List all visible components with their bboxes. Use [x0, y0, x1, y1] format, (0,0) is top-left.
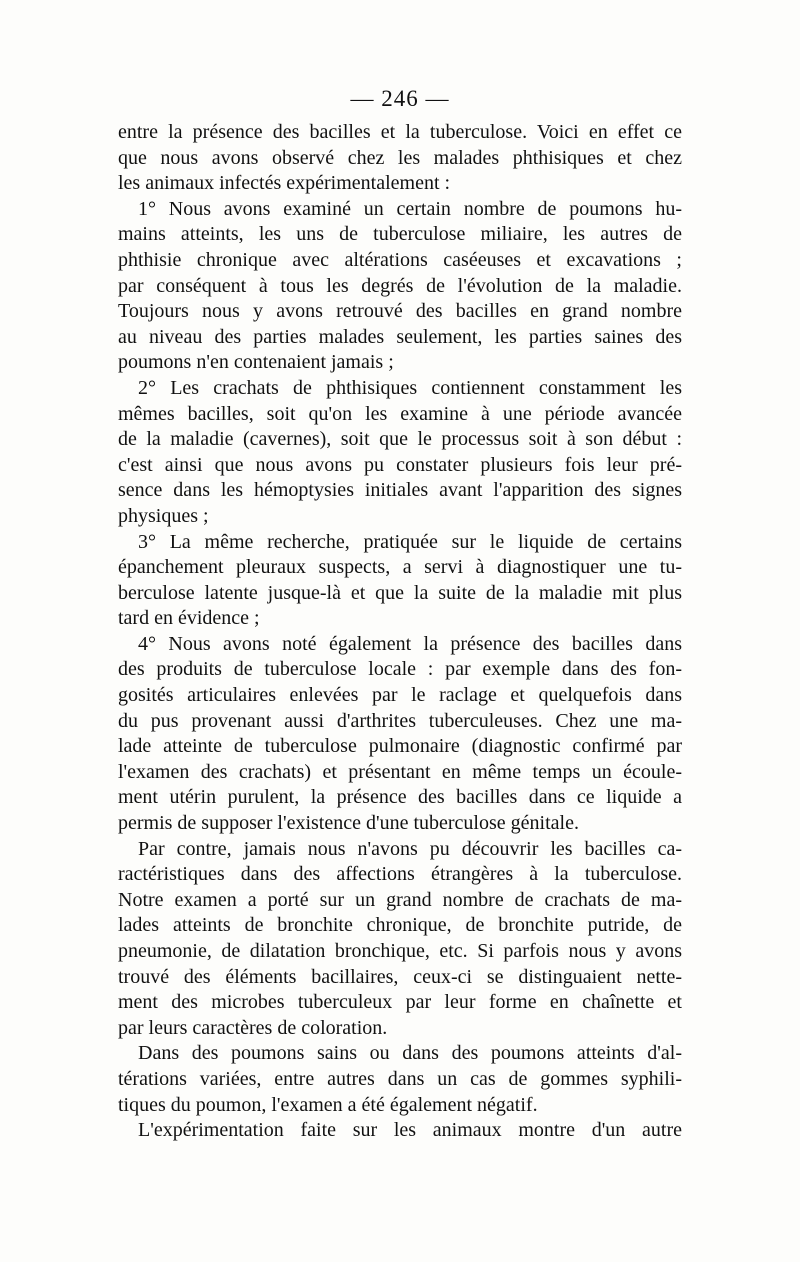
text-line: 4° Nous avons noté également la présence des bacilles dans: [138, 632, 682, 655]
text-line: les animaux infectés expérimentalement :: [118, 172, 451, 195]
text-line: Dans des poumons sains ou dans des poumons atteints d'al-: [138, 1042, 682, 1065]
text-line: L'expérimentation faite sur les animaux montre d'un autre: [138, 1119, 682, 1142]
text-line: Notre examen a porté sur un grand nombre de crachats de ma-: [118, 888, 682, 911]
text-line: mains atteints, les uns de tuberculose miliaire, les autres de: [118, 223, 682, 246]
text-line: l'examen des crachats) et présentant en même temps un écoule-: [118, 760, 682, 783]
body-text: [118, 120, 682, 1144]
text-line: Toujours nous y avons retrouvé des bacilles en grand nombre: [118, 300, 682, 323]
text-line: ment des microbes tuberculeux par leur forme en chaînette et: [118, 991, 682, 1014]
text-line: tiques du poumon, l'examen a été également négatif.: [118, 1093, 538, 1116]
text-line: térations variées, entre autres dans un cas de gommes syphili-: [118, 1067, 682, 1090]
text-line: des produits de tuberculose locale : par exemple dans des fon-: [118, 658, 682, 681]
text-line: c'est ainsi que nous avons pu constater plusieurs fois leur pré-: [118, 453, 682, 476]
text-line: au niveau des parties malades seulement, les parties saines des: [118, 325, 682, 348]
text-line: de la maladie (cavernes), soit que le processus soit à son début :: [118, 428, 682, 451]
text-line: 2° Les crachats de phthisiques contiennent constamment les: [138, 376, 682, 399]
text-line: sence dans les hémoptysies initiales avant l'apparition des signes: [118, 479, 682, 502]
text-line: par leurs caractères de coloration.: [118, 1016, 388, 1039]
text-line: 3° La même recherche, pratiquée sur le liquide de certains: [138, 530, 682, 553]
text-line: par conséquent à tous les degrés de l'évolution de la maladie.: [118, 274, 682, 297]
text-line: du pus provenant aussi d'arthrites tuberculeuses. Chez une ma-: [118, 709, 682, 732]
text-line: entre la présence des bacilles et la tuberculose. Voici en effet ce: [118, 121, 682, 143]
text-line: ment utérin purulent, la présence des bacilles dans ce liquide a: [118, 786, 682, 809]
text-line: tard en évidence ;: [118, 607, 260, 630]
text-line: gosités articulaires enlevées par le raclage et quelquefois dans: [118, 684, 682, 707]
text-line: physiques ;: [118, 504, 209, 527]
text-line: lades atteints de bronchite chronique, de bronchite putride, de: [118, 914, 682, 937]
text-line: trouvé des éléments bacillaires, ceux-ci se distinguaient nette-: [118, 965, 682, 988]
text-line: mêmes bacilles, soit qu'on les examine à une période avancée: [118, 402, 682, 425]
text-line: pneumonie, de dilatation bronchique, etc. Si parfois nous y avons: [118, 940, 682, 962]
text-line: épanchement pleuraux suspects, a servi à diagnostiquer une tu-: [118, 556, 682, 579]
text-line: Par contre, jamais nous n'avons pu découvrir les bacilles ca-: [138, 837, 682, 860]
text-line: poumons n'en contenaient jamais ;: [118, 351, 394, 374]
text-line: que nous avons observé chez les malades phthisiques et chez: [118, 146, 682, 169]
text-line: lade atteinte de tuberculose pulmonaire (diagnostic confirmé par: [118, 735, 682, 758]
text-line: berculose latente jusque-là et que la suite de la maladie mit plus: [118, 581, 682, 604]
page-number: — 246 —: [350, 86, 450, 111]
text-line: phthisie chronique avec altérations caséeuses et excavations ;: [118, 248, 682, 271]
text-line: permis de supposer l'existence d'une tuberculose génitale.: [118, 812, 579, 835]
text-line: ractéristiques dans des affections étrangères à la tuberculose.: [118, 863, 682, 886]
text-line: 1° Nous avons examiné un certain nombre de poumons hu-: [138, 197, 682, 220]
